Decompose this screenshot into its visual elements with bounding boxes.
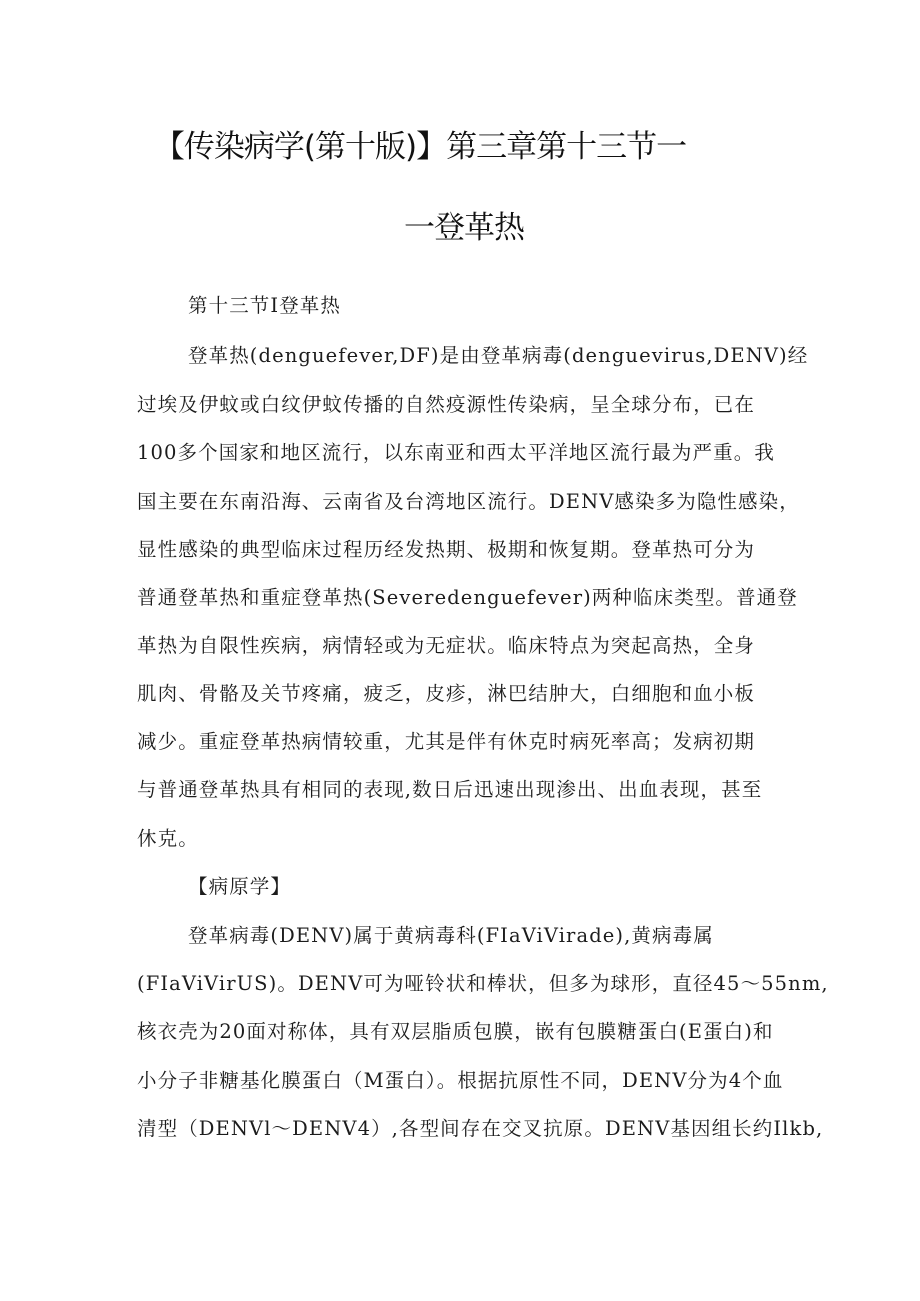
paragraph-line: 减少。重症登革热病情较重，尤其是伴有休克时病死率高；发病初期 — [137, 730, 756, 753]
paragraph-line: 核衣壳为20面对称体，具有双层脂质包膜，嵌有包膜糖蛋白(E蛋白)和 — [137, 1020, 774, 1043]
paragraph-line: 100多个国家和地区流行，以东南亚和西太平洋地区流行最为严重。我 — [137, 441, 775, 464]
paragraph-line: 休克。 — [137, 827, 199, 850]
paragraph-line: 普通登革热和重症登革热(Severedenguefever)两种临床类型。普通登 — [137, 586, 798, 609]
document-title-line-1: 【传染病学(第十版)】第三章第十三节一 — [153, 129, 687, 165]
paragraph-line: 国主要在东南沿海、云南省及台湾地区流行。DENV感染多为隐性感染， — [137, 490, 800, 513]
paragraph-line: 与普通登革热具有相同的表现,数日后迅速出现渗出、出血表现，甚至 — [137, 778, 763, 801]
paragraph-line: 过埃及伊蚊或白纹伊蚊传播的自然疫源性传染病，呈全球分布，已在 — [137, 393, 756, 416]
paragraph-line: 登革病毒(DENV)属于黄病毒科(FIaViVirade),黄病毒属 — [188, 924, 714, 947]
paragraph-line: 显性感染的典型临床过程历经发热期、极期和恢复期。登革热可分为 — [137, 538, 756, 561]
document-title-line-2: 一登革热 — [404, 210, 524, 246]
paragraph-line: 清型（DENVl～DENV4）,各型间存在交叉抗原。DENV基因组长约Ilkb, — [137, 1117, 824, 1140]
paragraph-line: 革热为自限性疾病，病情轻或为无症状。临床特点为突起高热，全身 — [137, 634, 756, 657]
paragraph-line: 肌肉、骨骼及关节疼痛，疲乏，皮疹，淋巴结肿大，白细胞和血小板 — [137, 682, 756, 705]
paragraph-line: 登革热(denguefever,DF)是由登革病毒(denguevirus,DENV)经 — [188, 344, 809, 367]
section-heading: 第十三节I登革热 — [188, 294, 342, 317]
paragraph-line: 小分子非糖基化膜蛋白（M蛋白）。根据抗原性不同，DENV分为4个血 — [137, 1069, 784, 1092]
section-heading: 【病原学】 — [188, 875, 292, 898]
paragraph-line: (FIaViVirUS)。DENV可为哑铃状和棒状，但多为球形，直径45～55nm, — [137, 972, 829, 995]
